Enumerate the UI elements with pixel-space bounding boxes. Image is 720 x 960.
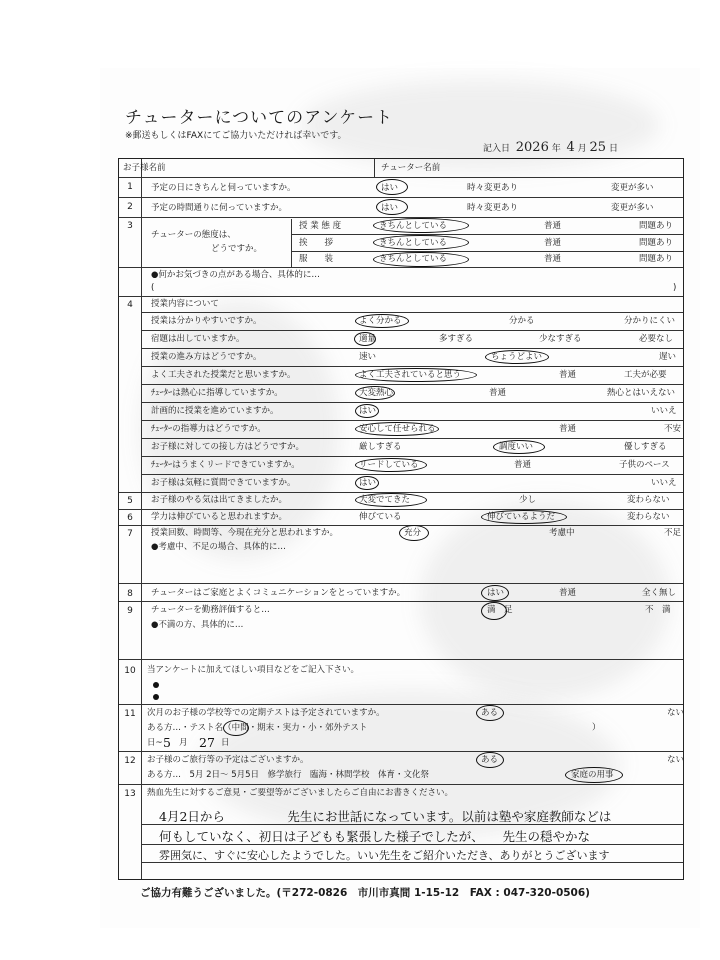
q1-text: 予定の日にきちんと伺っていますか。 xyxy=(151,183,296,193)
q3-text-1: チューターの態度は、 xyxy=(151,230,236,240)
q4-question: ﾁｭｰﾀｰは熱心に指導していますか。 xyxy=(151,388,283,398)
row-line xyxy=(119,509,683,510)
paren-close: ) xyxy=(673,283,677,293)
q6-option-1[interactable]: 伸びている xyxy=(359,512,402,522)
q4-option-2[interactable]: 分かる xyxy=(509,316,535,326)
q4-option-3[interactable]: 分かりにくい xyxy=(624,316,676,326)
q11-hand-day: 27 xyxy=(199,735,215,750)
child-name-label: お子様名前 xyxy=(123,163,166,173)
q4-option-3[interactable]: 不安 xyxy=(664,424,682,434)
q13-comment-line-3: 雰囲気に、すぐに安心したようでした。いい先生をご紹介いただき、ありがとうございます xyxy=(159,849,610,862)
q4-option-2[interactable]: 普通 xyxy=(559,424,577,434)
row-line xyxy=(141,420,683,421)
q5-option-3[interactable]: 変わらない xyxy=(627,495,670,505)
survey-note: ※郵送もしくはFAXにてご協力いただければ幸いです。 xyxy=(125,131,347,141)
row-line xyxy=(119,177,683,178)
q3-text-2: どうですか。 xyxy=(211,244,263,254)
row-line xyxy=(141,366,683,367)
q12-detail: ある方… 5月 2日～ 5月5日 修学旅行 臨海・林間学校 体育・文化祭 xyxy=(147,770,430,780)
date-field[interactable] xyxy=(483,140,618,155)
q4-option-3[interactable]: 子供のペース xyxy=(619,460,670,470)
q4-option-3[interactable]: 工夫が必要 xyxy=(624,370,667,380)
q4-option-2[interactable]: ちょうどよい xyxy=(491,352,543,362)
answer-circle xyxy=(355,404,379,418)
q3-number: 3 xyxy=(127,221,133,231)
q5-text: お子様のやる気は出てきましたか。 xyxy=(151,495,288,505)
q3-row-option-1[interactable]: きちんとしている xyxy=(379,221,448,231)
q3-row-option-2[interactable]: 普通 xyxy=(544,254,562,264)
q3-row-label: 授 業 態 度 xyxy=(299,221,342,231)
q11-number: 11 xyxy=(124,709,136,719)
q3-row-option-3[interactable]: 問題あり xyxy=(639,254,674,264)
q5-option-2[interactable]: 少し xyxy=(519,495,537,505)
row-line xyxy=(141,474,683,475)
q4-option-1[interactable]: よく工夫されていると思う xyxy=(359,370,462,380)
q8-number: 8 xyxy=(127,589,133,599)
name-divider xyxy=(374,159,375,177)
answer-circle xyxy=(481,510,567,524)
survey-table xyxy=(118,158,684,880)
q11-detail-close: ） xyxy=(592,723,601,733)
row-line xyxy=(141,402,683,403)
q3-row-label: 挨 拶 xyxy=(299,238,334,248)
q4-option-3[interactable]: 優しすぎる xyxy=(624,442,667,452)
q10-text: 当アンケートに加えてほしい項目などをご記入下さい。 xyxy=(147,665,359,675)
answer-circle xyxy=(485,350,549,364)
row-line xyxy=(141,456,683,457)
q3-row-option-3[interactable]: 問題あり xyxy=(639,221,674,231)
q7-option-3[interactable]: 不足 xyxy=(664,528,682,538)
survey-title: チューターについてのアンケート xyxy=(125,108,394,128)
q4-option-2[interactable]: 調度いい xyxy=(499,442,534,452)
q11-option-1[interactable]: ある xyxy=(481,708,499,718)
q9-number: 9 xyxy=(127,606,133,616)
q3-row-option-1[interactable]: きちんとしている xyxy=(379,238,448,248)
row-line xyxy=(119,583,683,584)
q13-number: 13 xyxy=(124,789,136,799)
answer-circle xyxy=(355,368,477,382)
answer-circle xyxy=(481,602,507,620)
q4-option-3[interactable]: 遅い xyxy=(659,352,677,362)
q4-question: よく工夫された授業だと思いますか。 xyxy=(151,370,296,380)
q12-number: 12 xyxy=(124,756,136,766)
row-line xyxy=(119,525,683,526)
q1-option-2[interactable]: 時々変更あり xyxy=(467,183,519,193)
q4-heading: 授業内容について xyxy=(151,299,219,309)
q3-row-label: 服 装 xyxy=(299,254,334,264)
q12-option-1[interactable]: ある xyxy=(481,755,499,765)
q4-number: 4 xyxy=(127,300,133,310)
answer-circle xyxy=(223,720,249,736)
q5-number: 5 xyxy=(127,496,133,506)
q11-detail: ある方…・テスト名（中間・期末・実力・小・郊外テスト xyxy=(147,723,368,733)
row-line xyxy=(119,704,683,705)
q4-option-3[interactable]: 熱心とはいえない xyxy=(607,388,676,398)
paren-open: ( xyxy=(151,283,155,293)
q6-option-2[interactable]: 伸びているようだ xyxy=(487,512,556,522)
q3-label-divider xyxy=(291,219,292,267)
answer-circle xyxy=(376,199,408,215)
bullet-icon xyxy=(153,682,159,688)
q9-text: チューターを勤務評価すると… xyxy=(151,605,270,615)
q7-option-2[interactable]: 考慮中 xyxy=(549,528,575,538)
q4-option-1[interactable]: よく分かる xyxy=(359,316,402,326)
q6-text: 学力は伸びていると思われますか。 xyxy=(151,512,288,522)
q11-date-mid: 月 xyxy=(179,738,188,748)
row-line xyxy=(119,601,683,602)
row-line xyxy=(141,438,683,439)
footer-contact: ご協力有難うございました。(〒272-0826 市川市真間 1-15-12 FAX : 047-320-0506) xyxy=(140,887,590,899)
answer-circle xyxy=(476,705,504,721)
q8-option-2[interactable]: 普通 xyxy=(559,588,577,598)
q4-option-2[interactable]: 多すぎる xyxy=(439,334,474,344)
q2-number: 2 xyxy=(127,202,133,212)
q13-comment-line-2: 何もしていなく、初日は子どもも緊張した様子でしたが、 先生の穏やかな xyxy=(159,829,591,844)
q2-text: 予定の時間通りに伺っていますか。 xyxy=(151,203,288,213)
q3-row-option-2[interactable]: 普通 xyxy=(544,221,562,231)
row-line xyxy=(141,312,683,313)
answer-circle xyxy=(565,767,623,783)
answer-circle xyxy=(355,386,395,400)
q7-note: ●考慮中、不足の場合、具体的に… xyxy=(151,542,286,552)
q3-row-option-2[interactable]: 普通 xyxy=(544,238,562,248)
row-line xyxy=(119,659,683,660)
answer-circle xyxy=(355,422,439,436)
row-line xyxy=(119,751,683,752)
q4-question: 計画的に授業を進めていますか。 xyxy=(151,406,279,416)
answer-circle xyxy=(399,525,429,541)
q4-option-2[interactable]: 普通 xyxy=(514,460,532,470)
q6-number: 6 xyxy=(127,513,133,523)
q4-option-2[interactable]: 普通 xyxy=(489,388,507,398)
q4-question: 宿題は出していますか。 xyxy=(151,334,245,344)
row-line xyxy=(119,267,683,268)
q4-question: ﾁｭｰﾀｰはうまくリードできていますか。 xyxy=(151,460,300,470)
q11-option-3[interactable]: ない xyxy=(667,708,685,718)
answer-circle xyxy=(355,476,379,490)
q4-option-1[interactable]: 安心して任せられる xyxy=(359,424,436,434)
q4-option-2[interactable]: 普通 xyxy=(559,370,577,380)
q9-option-3[interactable]: 不 満 xyxy=(645,605,671,615)
q13-text: 熱血先生に対するご意見・ご要望等がございましたらご自由にお書きください。 xyxy=(147,788,454,798)
q4-question: お子様に対しての接し方はどうですか。 xyxy=(151,442,305,452)
q4-question: 授業は分かりやすいですか。 xyxy=(151,316,262,326)
q2-option-1[interactable]: はい xyxy=(381,203,399,213)
q2-option-3[interactable]: 変更が多い xyxy=(611,203,654,213)
q4-option-1[interactable]: 大変熱心 xyxy=(359,388,394,398)
answer-circle xyxy=(373,218,469,233)
row-line xyxy=(119,197,683,198)
answer-circle xyxy=(476,752,504,768)
date-month-unit: 月 xyxy=(577,144,587,154)
q7-number: 7 xyxy=(127,529,133,539)
date-day-unit: 日 xyxy=(608,144,618,154)
q4-option-3[interactable]: 必要なし xyxy=(639,334,674,344)
q6-option-3[interactable]: 変わらない xyxy=(627,512,670,522)
row-line xyxy=(119,296,683,297)
q4-option-3[interactable]: いいえ xyxy=(651,478,677,488)
row-line xyxy=(141,348,683,349)
q11-text: 次月のお子様の学校等での定期テストは予定されていますか。 xyxy=(147,708,385,718)
answer-circle xyxy=(493,440,545,454)
q7-option-1[interactable]: 充分 xyxy=(404,528,422,538)
date-label: 記入日 xyxy=(483,144,511,154)
q3-note: ●何かお気づきの点がある場合、具体的に… xyxy=(151,270,320,280)
row-line xyxy=(141,330,683,331)
q4-option-3[interactable]: いいえ xyxy=(651,406,677,416)
q8-text: チューターはご家庭とよくコミュニケーションをとっていますか。 xyxy=(151,588,406,598)
q4-option-1[interactable]: 速い xyxy=(359,352,377,362)
q4-option-1[interactable]: 適量 xyxy=(359,334,377,344)
q4-option-2b[interactable]: 少なすぎる xyxy=(539,334,582,344)
q3-row-option-3[interactable]: 問題あり xyxy=(639,238,674,248)
q9-note: ●不満の方、具体的に… xyxy=(151,620,244,630)
row-line xyxy=(291,251,683,252)
date-year: 2026 xyxy=(515,140,549,155)
q11-hand-month: 5 xyxy=(163,735,171,750)
q12-text: お子様のご旅行等の予定はございますか。 xyxy=(147,755,309,765)
date-day: 25 xyxy=(589,140,607,155)
bullet-icon xyxy=(153,694,159,700)
q4-option-1[interactable]: はい xyxy=(359,406,377,416)
q8-option-3[interactable]: 全く無し xyxy=(642,588,677,598)
q12-circled[interactable]: 家庭の用事 xyxy=(571,770,614,780)
q4-question: 授業の進み方はどうですか。 xyxy=(151,352,262,362)
q4-option-1[interactable]: リードしている xyxy=(359,460,419,470)
answer-circle xyxy=(355,314,409,328)
answer-circle xyxy=(354,332,376,346)
q2-option-2[interactable]: 時々変更あり xyxy=(467,203,519,213)
q4-question: お子様は気軽に質問できていますか。 xyxy=(151,478,296,488)
q1-number: 1 xyxy=(127,182,133,192)
answer-circle xyxy=(373,235,469,250)
q11-date-suffix: 日 xyxy=(221,738,230,748)
answer-circle xyxy=(376,179,408,195)
q4-question: ﾁｭｰﾀｰの指導力はどうですか。 xyxy=(151,424,266,434)
q4-option-1[interactable]: はい xyxy=(359,478,377,488)
q3-row-option-1[interactable]: きちんとしている xyxy=(379,254,448,264)
date-month: 4 xyxy=(566,140,575,155)
q4-option-1[interactable]: 厳しすぎる xyxy=(359,442,402,452)
answer-circle xyxy=(355,458,427,472)
q11-date-prefix: 日~ xyxy=(147,738,163,748)
q9-option-1[interactable]: 満 足 xyxy=(487,605,513,615)
answer-circle xyxy=(373,252,469,267)
date-year-unit: 年 xyxy=(551,144,561,154)
q10-number: 10 xyxy=(124,666,136,676)
answer-circle xyxy=(355,493,427,507)
q8-option-1[interactable]: はい xyxy=(487,588,505,598)
q12-option-3[interactable]: ない xyxy=(667,755,685,765)
q13-comment-line-1: 4月2日から 先生にお世話になっています。以前は塾や家庭教師などは xyxy=(159,809,612,824)
q1-option-1[interactable]: はい xyxy=(381,183,399,193)
row-line xyxy=(141,384,683,385)
tutor-name-label: チューター名前 xyxy=(381,163,441,173)
q7-text: 授業回数、時間等、今現在充分と思われますか。 xyxy=(151,528,339,538)
q5-option-1[interactable]: 大変でてきた xyxy=(359,495,411,505)
row-line xyxy=(291,234,683,235)
answer-circle xyxy=(481,585,509,601)
q1-option-3[interactable]: 変更が多い xyxy=(611,183,654,193)
row-line xyxy=(119,784,683,785)
